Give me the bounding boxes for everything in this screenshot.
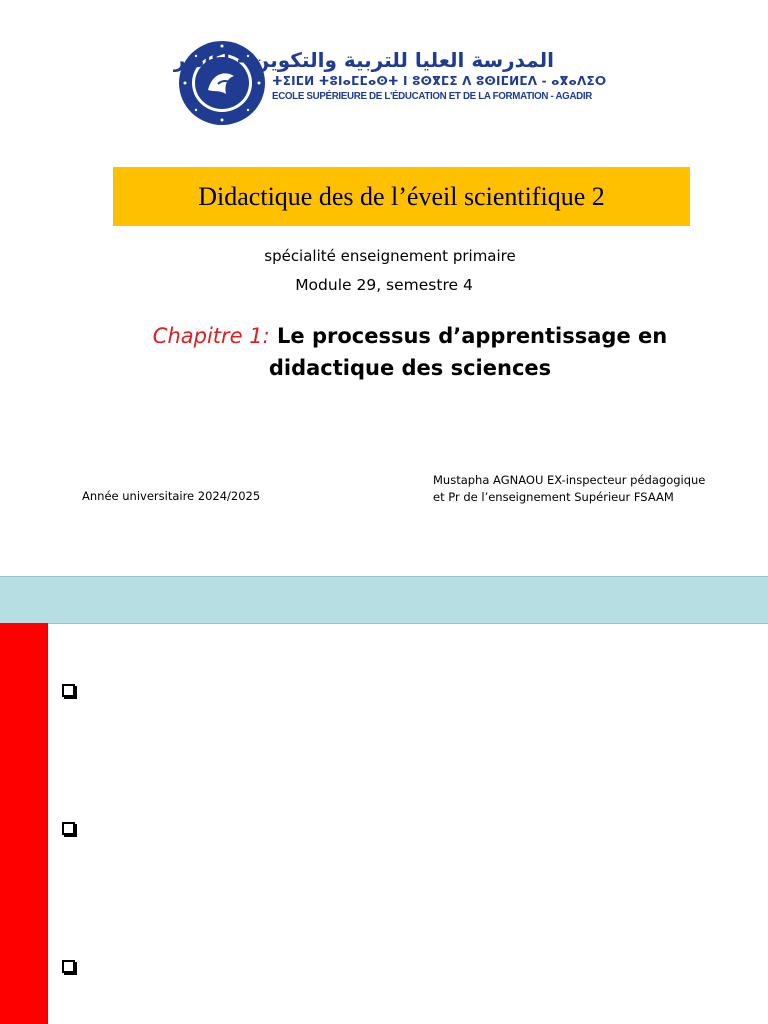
academic-year: Année universitaire 2024/2025 xyxy=(82,489,261,503)
institution-name-arabic: المدرسة العليا للتربية والتكوين - اكادير xyxy=(173,48,554,72)
checkbox-bullet-icon xyxy=(62,960,75,973)
chapter-title: Le processus d’apprentissage en didactique des sciences xyxy=(268,324,668,380)
checkbox-bullet-icon xyxy=(62,822,75,835)
author-line-1: Mustapha AGNAOU EX-inspecteur pédagogique xyxy=(433,473,706,487)
chapter-label: Chapitre 1: xyxy=(152,324,270,348)
chapter-heading xyxy=(140,320,680,384)
slide-side-bar xyxy=(0,623,48,1024)
course-title: Didactique des de l’éveil scientifique 2 xyxy=(198,181,605,211)
author-line-2: et Pr de l’enseignement Supérieur FSAAM xyxy=(433,490,674,504)
checkbox-bullet-icon xyxy=(62,684,75,697)
institution-name-french: ECOLE SUPÉRIEURE DE L'ÉDUCATION ET DE LA FORMATION - AGADIR xyxy=(272,90,593,102)
institution-name-tifinagh: ⵜⵉⵏⵎⵍ ⵜⵓⵏⴰⵎⵎⴰⵙⵜ ⵏ ⵓⵙⴳⵎⵉ ⴷ ⵓⵙⵏⵎⵍⵎⴷ - ⴰⴳⴰⴷⵉⵔ xyxy=(272,74,607,88)
course-title-banner xyxy=(113,167,690,226)
slide-header-band xyxy=(0,576,768,624)
speciality-line: spécialité enseignement primaire xyxy=(264,247,516,265)
author-block xyxy=(433,472,753,506)
module-line: Module 29, semestre 4 xyxy=(295,276,473,294)
